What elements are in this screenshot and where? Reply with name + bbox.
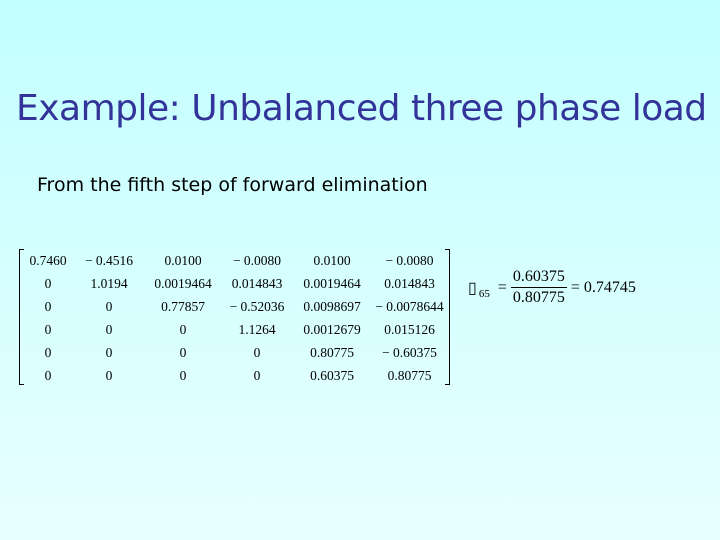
matrix-cell: 0.0100: [313, 253, 351, 268]
matrix-cell: 0: [179, 345, 187, 360]
matrix-cell: − 0.60375: [382, 345, 437, 360]
matrix-row: [23, 364, 448, 387]
matrix-cell: 0.7460: [29, 253, 67, 268]
matrix-right-bracket: [445, 249, 450, 385]
matrix-cell: 0.014843: [384, 276, 435, 291]
matrix-cell: 0: [44, 276, 52, 291]
matrix-cell: 0: [44, 322, 52, 337]
matrix-cell: 0.015126: [384, 322, 435, 337]
slide-title: Example: Unbalanced three phase load: [16, 88, 707, 129]
matrix-cell: 0: [44, 345, 52, 360]
matrix-cell: 0: [253, 345, 261, 360]
matrix-cell: − 0.0080: [232, 253, 282, 268]
formula-result: = 0.74745: [570, 278, 636, 296]
matrix-cell: 0.0012679: [303, 322, 361, 337]
matrix-cell: 0: [179, 368, 187, 383]
matrix-cell: 1.0194: [90, 276, 128, 291]
matrix-cell: 0: [105, 345, 113, 360]
formula-equals: =: [497, 278, 507, 296]
matrix-cell: 0.014843: [231, 276, 283, 291]
matrix-cell: 1.1264: [238, 322, 276, 337]
matrix-cell: 0.80775: [310, 345, 354, 360]
matrix-row: [23, 295, 448, 318]
matrix-cell: 0.60375: [310, 368, 354, 383]
matrix-row: [23, 341, 448, 364]
matrix-cell: 0.0098697: [303, 299, 361, 314]
matrix-cell: 0: [105, 368, 113, 383]
ratio-formula: [468, 268, 640, 307]
matrix-cell: 0.0019464: [303, 276, 361, 291]
matrix-cell: − 0.52036: [229, 299, 285, 314]
matrix-cell: 0.77857: [161, 299, 205, 314]
matrix-cell: 0: [44, 368, 52, 383]
matrix-cell: 0: [105, 322, 113, 337]
matrix-cell: 0: [105, 299, 113, 314]
matrix-cell: 0.0019464: [154, 276, 212, 291]
formula-symbol: ▯: [468, 279, 477, 297]
matrix-row: [23, 318, 448, 341]
matrix-cell: 0.0100: [164, 253, 202, 268]
formula-denominator: 0.80775: [512, 289, 565, 306]
matrix-cell: 0: [179, 322, 187, 337]
matrix-row: [23, 249, 448, 272]
matrix-cell: 0: [44, 299, 52, 314]
matrix-table: [23, 249, 448, 387]
matrix-cell: − 0.4516: [84, 253, 134, 268]
matrix-row: [23, 272, 448, 295]
matrix-cell: − 0.0080: [385, 253, 434, 268]
formula-subscript: 65: [478, 287, 490, 300]
formula-fraction: [511, 268, 567, 307]
matrix-cell: 0: [253, 368, 261, 383]
matrix-cell: 0.80775: [387, 368, 432, 383]
slide-subtitle: From the fifth step of forward elimination: [37, 174, 428, 196]
matrix-cell: − 0.0078644: [375, 299, 444, 314]
upper-triangular-matrix: [19, 249, 450, 385]
formula-numerator: 0.60375: [511, 268, 567, 288]
